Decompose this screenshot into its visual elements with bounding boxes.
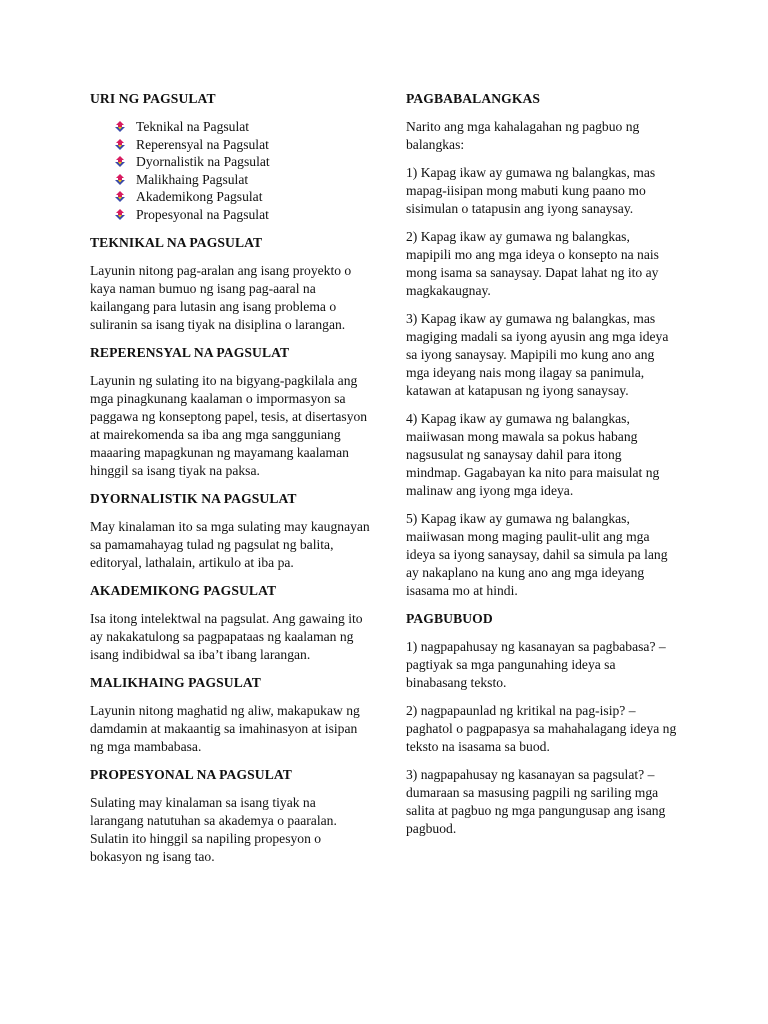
section-title: MALIKHAING PAGSULAT bbox=[90, 674, 261, 690]
section-propesyonal bbox=[90, 766, 370, 866]
numbered-paragraph: 1) nagpapahusay ng kasanayan sa pagbabasa? – pagtiyak sa mga pangunahing ideya sa binabasang teksto. bbox=[406, 639, 666, 690]
numbered-paragraph: 3) nagpapahusay ng kasanayan sa pagsulat? – dumaraan sa masusing pagpili ng sariling mga salita at pagbuo ng mga pangungusap ang isang pagbuod. bbox=[406, 767, 666, 836]
section-title: PROPESYONAL NA PAGSULAT bbox=[90, 766, 292, 782]
arrow-bullet-icon bbox=[114, 191, 126, 203]
section-pagbubuod bbox=[406, 610, 678, 838]
list-item: Dyornalistik na Pagsulat bbox=[114, 153, 370, 171]
right-column bbox=[406, 90, 678, 848]
section-title: REPERENSYAL NA PAGSULAT bbox=[90, 344, 290, 360]
section-title: PAGBABALANGKAS bbox=[406, 91, 541, 106]
section-body: Layunin ng sulating ito na bigyang-pagkilala ang mga pinagkunang kaalaman o impormasyon sa paggawa ng konseptong papel, tesis, at disertasyon at mairekomenda sa iba ang mga sangguniang maaaring mapagkunan ng mayamang kaalaman hinggil sa isang tiyak na paksa. bbox=[90, 372, 368, 478]
writing-types-list bbox=[90, 118, 370, 224]
list-item: Propesyonal na Pagsulat bbox=[114, 206, 370, 224]
section-title: AKADEMIKONG PAGSULAT bbox=[90, 582, 277, 598]
section-teknikal bbox=[90, 234, 370, 334]
arrow-bullet-icon bbox=[114, 174, 126, 186]
section-title: PAGBUBUOD bbox=[406, 611, 493, 626]
section-reperensyal bbox=[90, 344, 370, 480]
list-item: Malikhaing Pagsulat bbox=[114, 171, 370, 189]
list-item: Reperensyal na Pagsulat bbox=[114, 136, 370, 154]
arrow-bullet-icon bbox=[114, 156, 126, 168]
left-column bbox=[90, 90, 370, 876]
numbered-paragraph: 2) Kapag ikaw ay gumawa ng balangkas, mapipili mo ang mga ideya o konsepto na nais mong isama sa sanaysay. Dapat lahat ng ito ay magkakaugnay. bbox=[406, 229, 659, 298]
section-body: Layunin nitong maghatid ng aliw, makapukaw ng damdamin at makaantig sa imahinasyon at isipan ng mga mambabasa. bbox=[90, 702, 360, 754]
arrow-bullet-icon bbox=[114, 121, 126, 133]
arrow-bullet-icon bbox=[114, 139, 126, 151]
section-akademiko bbox=[90, 582, 370, 664]
numbered-paragraph: 3) Kapag ikaw ay gumawa ng balangkas, mas magiging madali sa iyong ayusin ang mga ideya sa iyong sanaysay. Mapipili mo kung ano ang mga ideyang nais mong ilagay sa panimula, katawan at katapusan ng iyong sanaysay. bbox=[406, 311, 669, 398]
section-body: Sulating may kinalaman sa isang tiyak na larangang natutuhan sa akademya o paaralan. Sulatin ito hinggil sa napiling propesyon o bokasyon ng isang tao. bbox=[90, 794, 337, 864]
section-dyornalistik bbox=[90, 490, 370, 572]
section-intro: Narito ang mga kahalagahan ng pagbuo ng balangkas: bbox=[406, 119, 640, 152]
section-body: Layunin nitong pag-aralan ang isang proyekto o kaya naman bumuo ng isang pag-aaral na kailangang para lutasin ang isang problema o suliranin sa isang tiyak na disiplina o larangan. bbox=[90, 262, 352, 332]
section-title: URI NG PAGSULAT bbox=[90, 91, 216, 106]
list-item: Teknikal na Pagsulat bbox=[114, 118, 370, 136]
arrow-bullet-icon bbox=[114, 209, 126, 221]
numbered-paragraph: 1) Kapag ikaw ay gumawa ng balangkas, mas mapag-iisipan mong mabuti kung paano mo sisimulan o tatapusin ang iyong sanaysay. bbox=[406, 165, 656, 216]
section-pagbabalangkas bbox=[406, 90, 678, 600]
section-body: Isa itong intelektwal na pagsulat. Ang gawaing ito ay nakakatulong sa pagpapataas ng kaalaman ng isang indibidwal sa iba’t ibang larangan. bbox=[90, 610, 363, 662]
list-item: Akademikong Pagsulat bbox=[114, 188, 370, 206]
section-title: TEKNIKAL NA PAGSULAT bbox=[90, 234, 263, 250]
section-title: DYORNALISTIK NA PAGSULAT bbox=[90, 490, 297, 506]
section-malikhain bbox=[90, 674, 370, 756]
numbered-paragraph: 4) Kapag ikaw ay gumawa ng balangkas, maiiwasan mong mawala sa pokus habang nagsusulat ng sanaysay dahil para itong mindmap. Gagabayan ka nito para maisulat ng malinaw ang iyong mga ideya. bbox=[406, 411, 660, 498]
numbered-paragraph: 5) Kapag ikaw ay gumawa ng balangkas, maiiwasan mong maging paulit-ulit ang mga ideya sa iyong sanaysay, dahil sa simula pa lang ay nakaplano na kung ano ang mga ideyang isasama mo at hindi. bbox=[406, 511, 668, 598]
section-uri-ng-pagsulat bbox=[90, 90, 370, 224]
section-body: May kinalaman ito sa mga sulating may kaugnayan sa pamamahayag tulad ng pagsulat ng balita, editoryal, lathalain, artikulo at iba pa. bbox=[90, 518, 370, 570]
numbered-paragraph: 2) nagpapaunlad ng kritikal na pag-isip? – paghatol o pagpapasya sa mahahalagang ideya ng teksto na isasama sa buod. bbox=[406, 703, 677, 754]
